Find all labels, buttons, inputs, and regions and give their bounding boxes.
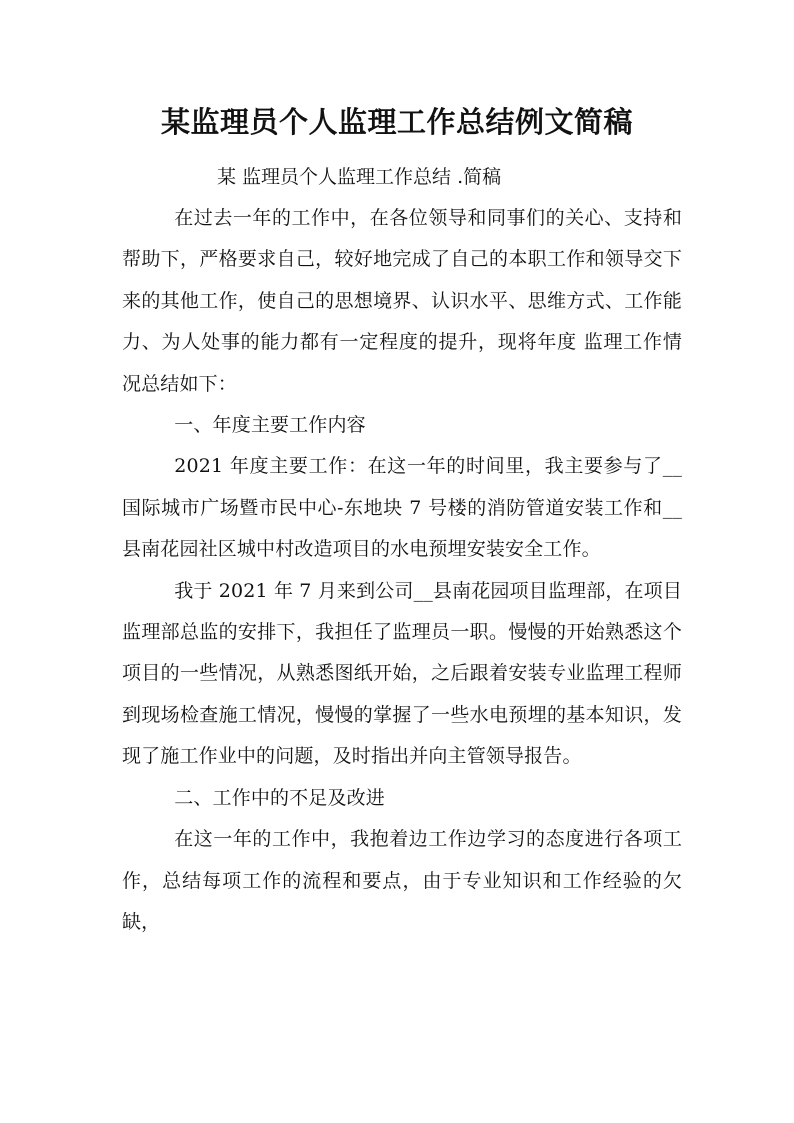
document-body [122, 198, 682, 943]
section-heading-shortcomings: 二、工作中的不足及改进 [174, 786, 385, 809]
document-title: 某监理员个人监理工作总结例文简稿 [160, 105, 633, 139]
paragraph-shortcomings: 在这一年的工作中，我抱着边工作边学习的态度进行各项工作，总结每项工作的流程和要点，由于专业知识和工作经验的欠缺， [122, 828, 682, 933]
paragraph-joining: 我于 2021 年 7 月来到公司__县南花园项目监理部，在项目监理部总监的安排下，我担任了监理员一职。慢慢的开始熟悉这个项目的一些情况，从熟悉图纸开始，之后跟着安装专业监理工程师到现场检查施工情况，慢慢的掌握了一些水电预埋的基本知识，发现了施工作业中的问题，及时指出并向主管领导报告。 [122, 579, 682, 768]
paragraph-intro: 在过去一年的工作中，在各位领导和同事们的关心、支持和帮助下，严格要求自己，较好地完成了自己的本职工作和领导交下来的其他工作，使自己的思想境界、认识水平、思维方式、工作能力、为人处事的能力都有一定程度的提升，现将年度 监理工作情况总结如下： [122, 207, 682, 395]
document-subtitle: 某 监理员个人监理工作总结 .简稿 [217, 166, 502, 188]
section-heading-main-work: 一、年度主要工作内容 [174, 414, 366, 437]
paragraph-annual-work: 2021 年度主要工作：在这一年的时间里，我主要参与了__国际城市广场暨市民中心-东地块 7 号楼的消防管道安装工作和__县南花园社区城中村改造项目的水电预埋安装安全工作。 [122, 455, 682, 561]
